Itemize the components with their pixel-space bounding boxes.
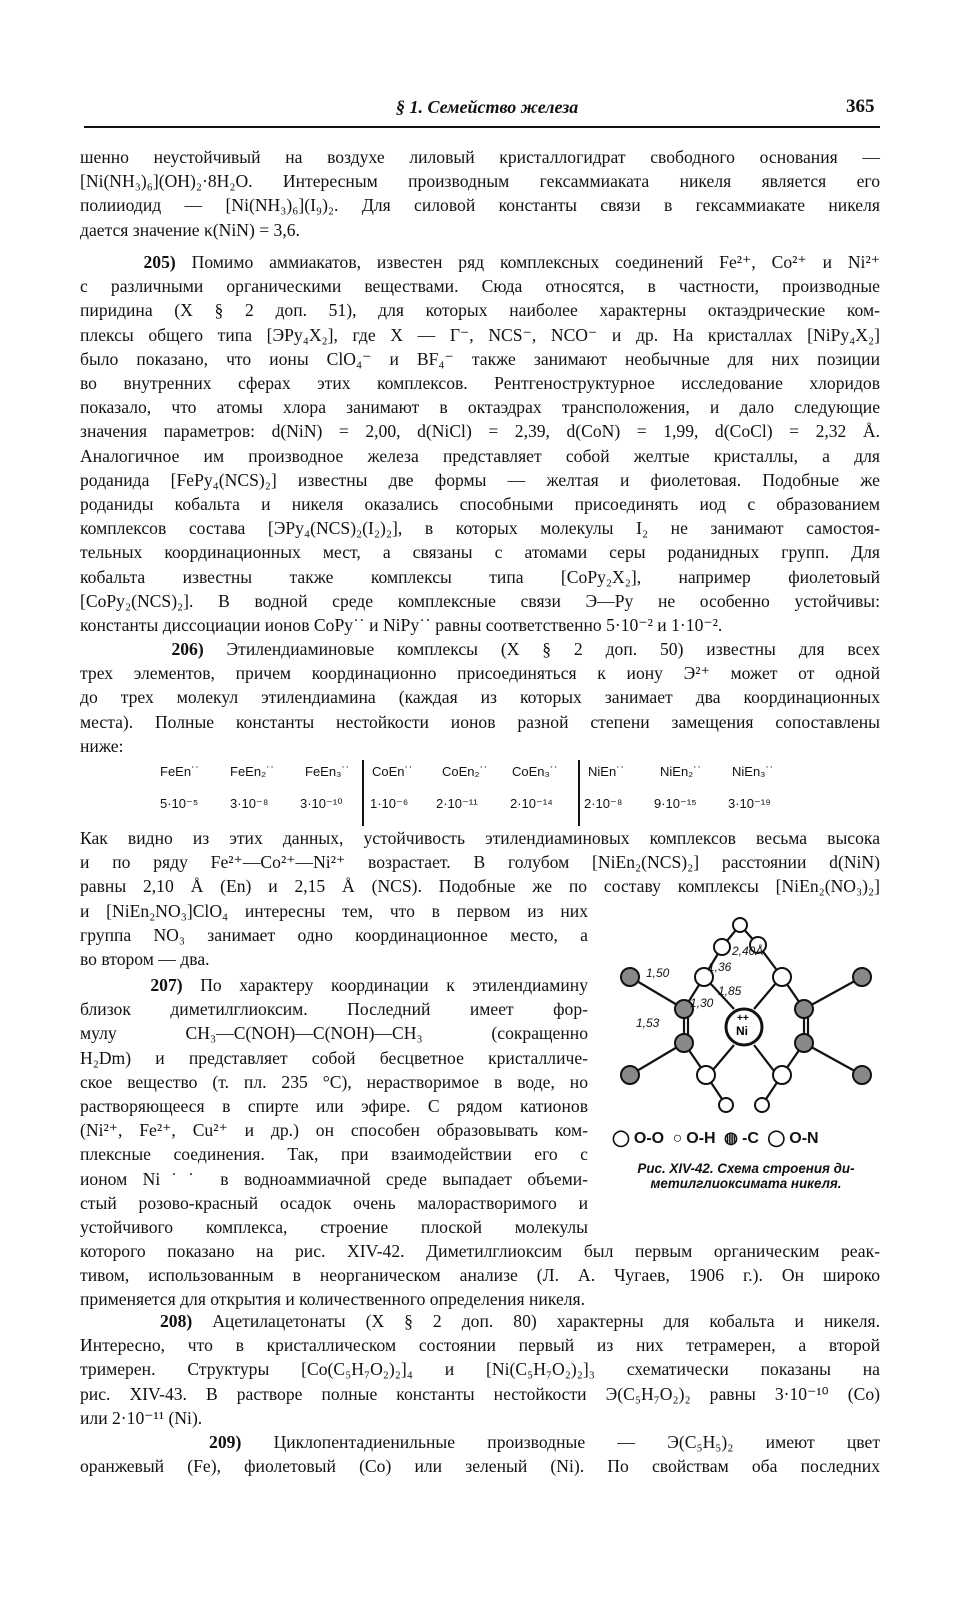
text-line: комплексов состава [ЭPy₄(NCS)₂(I₂)₂], в которых молекулы I₂ не занимают самостоя-	[80, 518, 880, 539]
legend-hydrogen-icon: ○	[672, 1130, 683, 1147]
text-line: ниже:	[80, 735, 124, 756]
dimethylglyoximate-diagram	[612, 915, 880, 1115]
text-line: группа NO₃ занимает одно координационное место, а	[80, 925, 588, 946]
text-line: места). Полные константы нестойкости ионов разной степени замещения сопоставлены	[80, 711, 880, 732]
text-line: во втором — два.	[80, 949, 210, 970]
text-line: плексы общего типа [ЭPy₄X₂], где X — Г⁻, NCS⁻, NCO⁻ и др. На кристаллах [NiPy₄X₂]	[80, 324, 880, 345]
text-line: или 2·10⁻¹¹ (Ni).	[80, 1407, 203, 1428]
text-line: Как видно из этих данных, устойчивость этилендиаминовых комплексов весьма высока	[80, 828, 880, 848]
text-line: устойчивого комплекса, строение плоской молекулы	[80, 1217, 588, 1238]
bond-label: 1,36	[708, 960, 732, 974]
paragraph-209	[80, 1430, 880, 1478]
text-line: стый розово-красный осадок очень малорастворимого и	[80, 1192, 588, 1213]
running-title: § 1. Семейство железа	[396, 97, 579, 117]
text-line: показало, что атомы хлора занимают в октаэдрах трансположения, и дало следующие	[80, 397, 880, 418]
text-line: Аналогичное им производное железа представляет собой желтые кристаллы, а для	[80, 445, 880, 466]
caption-line: Рис. XIV-42. Схема строения ди-	[637, 1161, 855, 1176]
text-line: тримерен. Структуры [Co(C₅H₇O₂)₂]₄ и [Ni(C₅H₇O₂)₂]₃ схематически показаны на	[80, 1359, 880, 1380]
text-line: H₂Dm) и представляет собой бесцветное кристалличе-	[80, 1047, 588, 1068]
text-line: во внутренних сферах этих комплексов. Рентгеноструктурное исследование хлоридов	[80, 373, 880, 394]
text-line: [Ni(NH₃)₆](OH)₂·8H₂O. Интересным производным гексаммиаката никеля является его	[80, 171, 880, 192]
column-separator	[578, 760, 580, 826]
text-line: применяется для открытия и количественного определения никеля.	[80, 1289, 586, 1310]
nickel-charge: ++	[737, 1013, 749, 1024]
text-line: и [NiEn₂NO₃]ClO₄ интересны тем, что в первом из них	[80, 901, 588, 921]
text-line: полииодид — [Ni(NH₃)₆](I₉)₂. Для силовой константы связи в гексаммиакате никеля	[80, 195, 880, 216]
value-cell: 2·10⁻¹⁴	[510, 796, 553, 811]
formula-cell: NiEn₂˙˙	[660, 764, 702, 779]
carbon-atom	[621, 968, 639, 986]
text-line	[80, 1430, 880, 1454]
header-rule	[84, 126, 880, 128]
legend-item: O-N	[789, 1130, 819, 1147]
text-line: растворяющееся в спирте или эфире. С рядом катионов	[80, 1096, 588, 1117]
value-cell: 2·10⁻⁸	[584, 796, 623, 811]
carbon-atom	[675, 1034, 693, 1052]
value-cell: 3·10⁻¹⁰	[300, 796, 343, 811]
text-line: до трех молекул этилендиамина (каждая из которых занимает два координационных	[80, 687, 880, 708]
value-cell: 5·10⁻⁵	[160, 796, 199, 811]
text-line: ское вещество (т. пл. 235 °C), нерастворимое в воде, но	[80, 1071, 588, 1092]
text-line: значения параметров: d(NiN) = 2,00, d(NiCl) = 2,39, d(CoN) = 1,99, d(CoCl) = 2,32 Å.	[80, 421, 880, 442]
figure-legend	[612, 1128, 880, 1148]
nickel-label: Ni	[736, 1024, 748, 1038]
bond-label: 1,85	[718, 984, 742, 998]
text-line: близок диметилглиоксим. Последний имеет фор-	[80, 999, 588, 1020]
value-cell: 9·10⁻¹⁵	[654, 796, 697, 811]
paragraph-208	[80, 1309, 880, 1430]
text-run: Ацетилацетонаты (X § 2 доп. 80) характерны для кобальта и никеля.	[212, 1311, 880, 1331]
text-line: равны 2,10 Å (En) и 2,15 Å (NCS). Подобные же по составу комплексы [NiEn₂(NO₃)₂]	[80, 876, 880, 897]
formula-cell: NiEn₃˙˙	[732, 764, 775, 779]
oxygen-atom	[755, 1098, 769, 1112]
text-line: рис. XIV-43. В растворе полные константы нестойкости Э(C₅H₇O₂)₂ равны 3·10⁻¹⁰ (Co)	[80, 1383, 880, 1404]
instability-constants-table	[160, 760, 810, 822]
text-line: шенно неустойчивый на воздухе лиловый кристаллогидрат свободного основания —	[80, 147, 880, 167]
formula-cell: CoEn₂˙˙	[442, 764, 489, 779]
formula-cell: FeEn˙˙	[160, 764, 200, 779]
text-line: которого показано на рис. XIV-42. Диметилглиоксим был первым органическим реак-	[80, 1241, 880, 1261]
formula-cell: NiEn˙˙	[588, 764, 625, 779]
paragraph-number: 206)	[171, 639, 204, 659]
legend-item: -C	[742, 1130, 759, 1147]
text-line: плексные соединения. Так, при взаимодействии его с	[80, 1144, 588, 1165]
oxygen-atom	[719, 1098, 733, 1112]
nitrogen-atom	[697, 1066, 715, 1084]
page-number: 365	[846, 96, 875, 117]
text-line: мулу CH₃—C(NOH)—C(NOH)—CH₃ (сокращенно	[80, 1023, 588, 1044]
text-line: тельных координационных мест, а связаны с атомами серы роданидных групп. Для	[80, 542, 880, 563]
text-line: Интересно, что в кристаллическом состоянии первый из них тетрамерен, а второй	[80, 1335, 880, 1356]
text-line: роданида [FePy₄(NCS)₂] известны две формы — желтая и фиолетовая. Подобные же	[80, 469, 880, 490]
column-separator	[362, 760, 364, 826]
text-run: По характеру координации к этилендиамину	[200, 975, 589, 995]
text-line: и по ряду Fe²⁺—Co²⁺—Ni²⁺ возрастает. В голубом [NiEn₂(NCS)₂] расстоянии d(NiN)	[80, 852, 880, 873]
oxygen-atom	[773, 968, 791, 986]
text-line: с различными органическими веществами. Сюда относятся, в частности, производные	[80, 276, 880, 297]
bond-label: 1,53	[636, 1016, 660, 1030]
formula-cell: FeEn₂˙˙	[230, 764, 275, 779]
legend-nitrogen-icon: ◯	[767, 1130, 786, 1147]
caption-line: метилглиоксимата никеля.	[650, 1176, 842, 1191]
text-line	[80, 1309, 880, 1333]
paragraph-number: 205)	[143, 252, 176, 272]
text-line: трех элементов, причем координационно присоединяться к иону Э²⁺ может от одной	[80, 663, 880, 684]
paragraph-205	[80, 250, 880, 637]
oxygen-atom	[733, 918, 747, 932]
text-line: ионом Ni˙˙ в водноаммиачной среде выпадает объеми-	[80, 1168, 588, 1189]
value-cell: 2·10⁻¹¹	[436, 796, 478, 811]
formula-cell: FeEn₃˙˙	[305, 764, 351, 779]
paragraph-206-continued	[80, 826, 880, 899]
text-run: Циклопентадиенильные производные — Э(C₅H₅)₂ имеют цвет	[273, 1432, 881, 1452]
text-line: было показано, что ионы ClO₄⁻ и BF₄⁻ также занимают необычные для них позиции	[80, 348, 880, 369]
text-run: Помимо аммиакатов, известен ряд комплексных соединений Fe²⁺, Co²⁺ и Ni²⁺	[191, 252, 881, 272]
paragraph-number: 207)	[150, 975, 183, 995]
paragraph-207	[80, 973, 588, 1239]
carbon-atom	[853, 968, 871, 986]
text-line: дается значение κ(NiN) = 3,6.	[80, 219, 300, 240]
carbon-atom	[795, 1034, 813, 1052]
legend-oxygen-icon: ◯	[612, 1130, 630, 1147]
text-line: пиридина (X § 2 доп. 51), для которых наиболее характерны октаэдрические ком-	[80, 300, 880, 321]
text-line: роданиды кобальта и никеля оказались способными присоединять иод с образованием	[80, 494, 880, 515]
text-line: (Ni²⁺, Fe²⁺, Cu²⁺ и др.) он способен образовывать ком-	[80, 1120, 588, 1141]
text-run: Этилендиаминовые комплексы (X § 2 доп. 50) известны для всех	[226, 639, 880, 659]
paragraph-206	[80, 637, 880, 758]
paragraph-number: 208)	[159, 1311, 193, 1331]
text-line: константы диссоциации ионов CoPy˙˙ и NiPy˙˙ равны соответственно 5·10⁻² и 1·10⁻².	[80, 615, 723, 636]
text-line	[80, 637, 880, 661]
nitrogen-atom	[714, 939, 730, 955]
paragraph-206-narrow	[80, 899, 588, 972]
paragraph-207-continued	[80, 1239, 880, 1312]
value-cell: 3·10⁻¹⁹	[728, 796, 771, 811]
legend-item: O-H	[686, 1130, 716, 1147]
nitrogen-atom	[773, 1066, 791, 1084]
text-line: оранжевый (Fe), фиолетовый (Co) или зеленый (Ni). По свойствам оба последних	[80, 1456, 880, 1477]
text-line: [CoPy₂(NCS)₂]. В водной среде комплексные связи Э—Py не особенно устойчивы:	[80, 590, 880, 611]
legend-carbon-icon: ◍	[724, 1130, 738, 1147]
paragraph-number: 209)	[209, 1432, 242, 1452]
legend-item: O-O	[633, 1130, 665, 1147]
paragraph-intro	[80, 145, 880, 242]
carbon-atom	[621, 1066, 639, 1084]
text-line: тивом, использованным в неорганическом анализе (Л. А. Чугаев, 1906 г.). Он широко	[80, 1265, 880, 1286]
carbon-atom	[795, 1000, 813, 1018]
bond-label: 1,50	[646, 966, 670, 980]
bond-label: 1,30	[690, 996, 714, 1010]
value-cell: 3·10⁻⁸	[230, 796, 269, 811]
text-line: кобальта известны также комплексы типа [CoPy₂X₂], например фиолетовый	[80, 566, 880, 587]
formula-cell: CoEn˙˙	[372, 764, 414, 779]
carbon-atom	[853, 1066, 871, 1084]
value-cell: 1·10⁻⁶	[370, 796, 409, 811]
formula-cell: CoEn₃˙˙	[512, 764, 559, 779]
bond-label: 2,40Å	[732, 944, 764, 958]
text-line	[80, 250, 880, 274]
text-line	[80, 973, 588, 997]
figure-caption	[612, 1161, 880, 1191]
